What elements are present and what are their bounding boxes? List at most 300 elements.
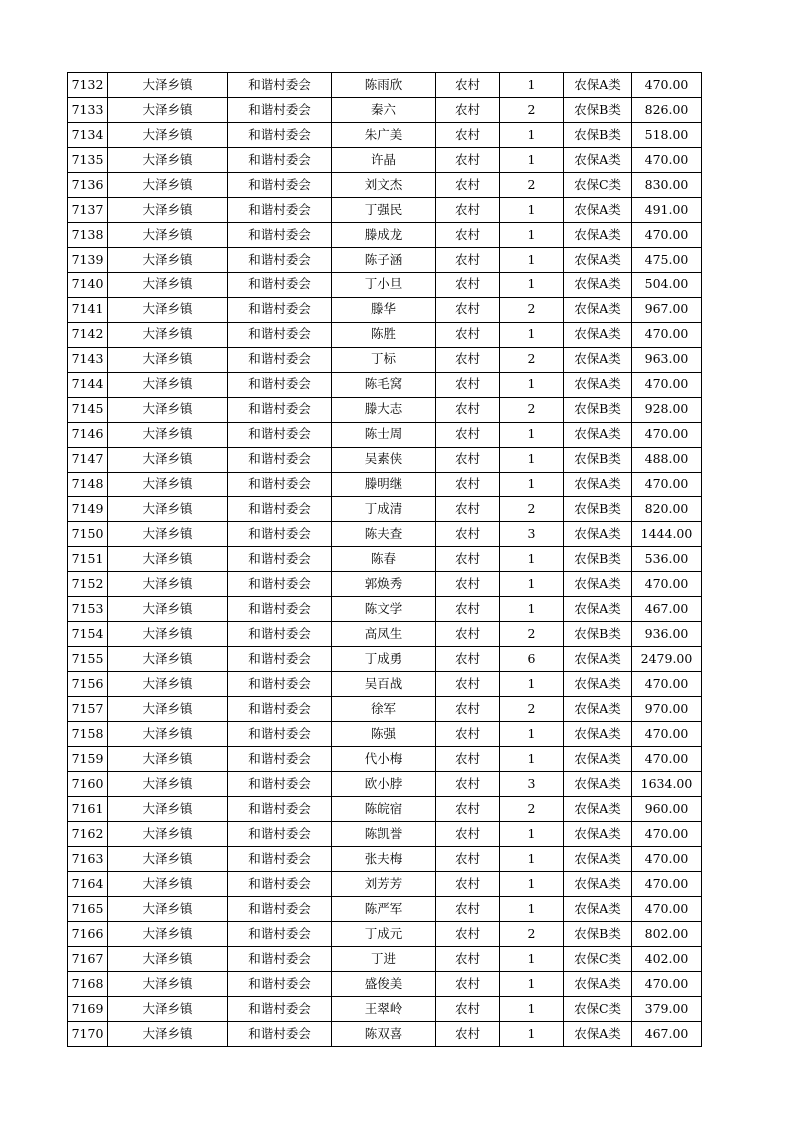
area-type-cell: 农村 xyxy=(436,772,500,797)
category-cell: 农保A类 xyxy=(564,722,632,747)
name-cell: 高凤生 xyxy=(332,622,436,647)
area-type-cell: 农村 xyxy=(436,297,500,322)
household-size-cell: 1 xyxy=(500,971,564,996)
serial-cell: 7159 xyxy=(68,747,108,772)
amount-cell: 467.00 xyxy=(632,1021,702,1046)
category-cell: 农保C类 xyxy=(564,946,632,971)
committee-cell: 和谐村委会 xyxy=(228,547,332,572)
committee-cell: 和谐村委会 xyxy=(228,672,332,697)
township-cell: 大泽乡镇 xyxy=(108,597,228,622)
table-row xyxy=(68,847,702,872)
township-cell: 大泽乡镇 xyxy=(108,322,228,347)
committee-cell: 和谐村委会 xyxy=(228,122,332,147)
area-type-cell: 农村 xyxy=(436,921,500,946)
amount-cell: 475.00 xyxy=(632,247,702,272)
name-cell: 陈强 xyxy=(332,722,436,747)
name-cell: 陈毛窝 xyxy=(332,372,436,397)
township-cell: 大泽乡镇 xyxy=(108,921,228,946)
table-row xyxy=(68,222,702,247)
township-cell: 大泽乡镇 xyxy=(108,522,228,547)
amount-cell: 470.00 xyxy=(632,73,702,98)
committee-cell: 和谐村委会 xyxy=(228,597,332,622)
household-size-cell: 1 xyxy=(500,73,564,98)
household-size-cell: 2 xyxy=(500,172,564,197)
amount-cell: 970.00 xyxy=(632,697,702,722)
table-row xyxy=(68,872,702,897)
category-cell: 农保B类 xyxy=(564,622,632,647)
name-cell: 丁成勇 xyxy=(332,647,436,672)
area-type-cell: 农村 xyxy=(436,372,500,397)
category-cell: 农保A类 xyxy=(564,147,632,172)
category-cell: 农保A类 xyxy=(564,672,632,697)
name-cell: 丁成清 xyxy=(332,497,436,522)
area-type-cell: 农村 xyxy=(436,347,500,372)
committee-cell: 和谐村委会 xyxy=(228,397,332,422)
committee-cell: 和谐村委会 xyxy=(228,872,332,897)
serial-cell: 7148 xyxy=(68,472,108,497)
serial-cell: 7142 xyxy=(68,322,108,347)
amount-cell: 820.00 xyxy=(632,497,702,522)
area-type-cell: 农村 xyxy=(436,747,500,772)
serial-cell: 7169 xyxy=(68,996,108,1021)
area-type-cell: 农村 xyxy=(436,322,500,347)
household-size-cell: 1 xyxy=(500,222,564,247)
amount-cell: 470.00 xyxy=(632,222,702,247)
name-cell: 陈夫查 xyxy=(332,522,436,547)
amount-cell: 470.00 xyxy=(632,322,702,347)
name-cell: 欧小脖 xyxy=(332,772,436,797)
township-cell: 大泽乡镇 xyxy=(108,872,228,897)
name-cell: 刘芳芳 xyxy=(332,872,436,897)
household-size-cell: 3 xyxy=(500,772,564,797)
amount-cell: 470.00 xyxy=(632,822,702,847)
table-row xyxy=(68,1021,702,1046)
amount-cell: 802.00 xyxy=(632,921,702,946)
area-type-cell: 农村 xyxy=(436,722,500,747)
committee-cell: 和谐村委会 xyxy=(228,697,332,722)
category-cell: 农保A类 xyxy=(564,772,632,797)
area-type-cell: 农村 xyxy=(436,946,500,971)
township-cell: 大泽乡镇 xyxy=(108,747,228,772)
category-cell: 农保B类 xyxy=(564,921,632,946)
committee-cell: 和谐村委会 xyxy=(228,347,332,372)
serial-cell: 7155 xyxy=(68,647,108,672)
table-row xyxy=(68,322,702,347)
township-cell: 大泽乡镇 xyxy=(108,147,228,172)
table-row xyxy=(68,247,702,272)
committee-cell: 和谐村委会 xyxy=(228,1021,332,1046)
household-size-cell: 1 xyxy=(500,597,564,622)
category-cell: 农保B类 xyxy=(564,497,632,522)
area-type-cell: 农村 xyxy=(436,847,500,872)
township-cell: 大泽乡镇 xyxy=(108,1021,228,1046)
category-cell: 农保A类 xyxy=(564,73,632,98)
serial-cell: 7156 xyxy=(68,672,108,697)
committee-cell: 和谐村委会 xyxy=(228,747,332,772)
name-cell: 丁标 xyxy=(332,347,436,372)
household-size-cell: 2 xyxy=(500,97,564,122)
household-size-cell: 2 xyxy=(500,797,564,822)
serial-cell: 7170 xyxy=(68,1021,108,1046)
amount-cell: 928.00 xyxy=(632,397,702,422)
committee-cell: 和谐村委会 xyxy=(228,622,332,647)
serial-cell: 7168 xyxy=(68,971,108,996)
serial-cell: 7147 xyxy=(68,447,108,472)
name-cell: 陈士周 xyxy=(332,422,436,447)
household-size-cell: 1 xyxy=(500,747,564,772)
serial-cell: 7164 xyxy=(68,872,108,897)
household-size-cell: 6 xyxy=(500,647,564,672)
area-type-cell: 农村 xyxy=(436,422,500,447)
township-cell: 大泽乡镇 xyxy=(108,73,228,98)
area-type-cell: 农村 xyxy=(436,1021,500,1046)
amount-cell: 470.00 xyxy=(632,572,702,597)
township-cell: 大泽乡镇 xyxy=(108,572,228,597)
serial-cell: 7163 xyxy=(68,847,108,872)
township-cell: 大泽乡镇 xyxy=(108,347,228,372)
township-cell: 大泽乡镇 xyxy=(108,222,228,247)
household-size-cell: 1 xyxy=(500,822,564,847)
category-cell: 农保A类 xyxy=(564,472,632,497)
township-cell: 大泽乡镇 xyxy=(108,397,228,422)
township-cell: 大泽乡镇 xyxy=(108,122,228,147)
committee-cell: 和谐村委会 xyxy=(228,647,332,672)
household-size-cell: 1 xyxy=(500,896,564,921)
amount-cell: 1634.00 xyxy=(632,772,702,797)
category-cell: 农保A类 xyxy=(564,697,632,722)
serial-cell: 7167 xyxy=(68,946,108,971)
name-cell: 丁小旦 xyxy=(332,272,436,297)
name-cell: 代小梅 xyxy=(332,747,436,772)
table-row xyxy=(68,722,702,747)
area-type-cell: 农村 xyxy=(436,73,500,98)
table-row xyxy=(68,896,702,921)
category-cell: 农保A类 xyxy=(564,222,632,247)
serial-cell: 7139 xyxy=(68,247,108,272)
category-cell: 农保B类 xyxy=(564,397,632,422)
area-type-cell: 农村 xyxy=(436,872,500,897)
committee-cell: 和谐村委会 xyxy=(228,422,332,447)
name-cell: 滕成龙 xyxy=(332,222,436,247)
household-size-cell: 2 xyxy=(500,497,564,522)
township-cell: 大泽乡镇 xyxy=(108,822,228,847)
table-row xyxy=(68,672,702,697)
household-size-cell: 1 xyxy=(500,247,564,272)
amount-cell: 470.00 xyxy=(632,472,702,497)
category-cell: 农保A类 xyxy=(564,971,632,996)
township-cell: 大泽乡镇 xyxy=(108,847,228,872)
committee-cell: 和谐村委会 xyxy=(228,97,332,122)
committee-cell: 和谐村委会 xyxy=(228,946,332,971)
amount-cell: 826.00 xyxy=(632,97,702,122)
category-cell: 农保A类 xyxy=(564,847,632,872)
area-type-cell: 农村 xyxy=(436,447,500,472)
township-cell: 大泽乡镇 xyxy=(108,722,228,747)
township-cell: 大泽乡镇 xyxy=(108,772,228,797)
category-cell: 农保C类 xyxy=(564,996,632,1021)
serial-cell: 7162 xyxy=(68,822,108,847)
amount-cell: 2479.00 xyxy=(632,647,702,672)
serial-cell: 7143 xyxy=(68,347,108,372)
township-cell: 大泽乡镇 xyxy=(108,797,228,822)
area-type-cell: 农村 xyxy=(436,622,500,647)
committee-cell: 和谐村委会 xyxy=(228,472,332,497)
table-row xyxy=(68,397,702,422)
serial-cell: 7153 xyxy=(68,597,108,622)
table-row xyxy=(68,172,702,197)
category-cell: 农保A类 xyxy=(564,797,632,822)
area-type-cell: 农村 xyxy=(436,397,500,422)
township-cell: 大泽乡镇 xyxy=(108,472,228,497)
amount-cell: 491.00 xyxy=(632,197,702,222)
table-row xyxy=(68,272,702,297)
category-cell: 农保A类 xyxy=(564,372,632,397)
committee-cell: 和谐村委会 xyxy=(228,447,332,472)
table-row xyxy=(68,597,702,622)
category-cell: 农保A类 xyxy=(564,297,632,322)
committee-cell: 和谐村委会 xyxy=(228,722,332,747)
township-cell: 大泽乡镇 xyxy=(108,672,228,697)
household-size-cell: 1 xyxy=(500,122,564,147)
category-cell: 农保A类 xyxy=(564,896,632,921)
name-cell: 秦六 xyxy=(332,97,436,122)
amount-cell: 470.00 xyxy=(632,896,702,921)
committee-cell: 和谐村委会 xyxy=(228,896,332,921)
household-size-cell: 3 xyxy=(500,522,564,547)
table-row xyxy=(68,347,702,372)
township-cell: 大泽乡镇 xyxy=(108,497,228,522)
township-cell: 大泽乡镇 xyxy=(108,896,228,921)
name-cell: 滕大志 xyxy=(332,397,436,422)
area-type-cell: 农村 xyxy=(436,272,500,297)
area-type-cell: 农村 xyxy=(436,197,500,222)
household-size-cell: 1 xyxy=(500,672,564,697)
serial-cell: 7133 xyxy=(68,97,108,122)
serial-cell: 7146 xyxy=(68,422,108,447)
name-cell: 丁进 xyxy=(332,946,436,971)
township-cell: 大泽乡镇 xyxy=(108,447,228,472)
serial-cell: 7144 xyxy=(68,372,108,397)
amount-cell: 960.00 xyxy=(632,797,702,822)
area-type-cell: 农村 xyxy=(436,172,500,197)
township-cell: 大泽乡镇 xyxy=(108,996,228,1021)
serial-cell: 7161 xyxy=(68,797,108,822)
amount-cell: 470.00 xyxy=(632,422,702,447)
name-cell: 陈文学 xyxy=(332,597,436,622)
table-row xyxy=(68,472,702,497)
amount-cell: 518.00 xyxy=(632,122,702,147)
area-type-cell: 农村 xyxy=(436,522,500,547)
name-cell: 吴素侠 xyxy=(332,447,436,472)
name-cell: 丁成元 xyxy=(332,921,436,946)
area-type-cell: 农村 xyxy=(436,147,500,172)
serial-cell: 7138 xyxy=(68,222,108,247)
category-cell: 农保A类 xyxy=(564,647,632,672)
name-cell: 陈严军 xyxy=(332,896,436,921)
serial-cell: 7151 xyxy=(68,547,108,572)
category-cell: 农保A类 xyxy=(564,522,632,547)
name-cell: 许晶 xyxy=(332,147,436,172)
amount-cell: 467.00 xyxy=(632,597,702,622)
name-cell: 陈凯誉 xyxy=(332,822,436,847)
serial-cell: 7166 xyxy=(68,921,108,946)
serial-cell: 7160 xyxy=(68,772,108,797)
area-type-cell: 农村 xyxy=(436,497,500,522)
area-type-cell: 农村 xyxy=(436,697,500,722)
household-size-cell: 1 xyxy=(500,447,564,472)
township-cell: 大泽乡镇 xyxy=(108,697,228,722)
category-cell: 农保A类 xyxy=(564,597,632,622)
household-size-cell: 1 xyxy=(500,272,564,297)
township-cell: 大泽乡镇 xyxy=(108,297,228,322)
name-cell: 陈双喜 xyxy=(332,1021,436,1046)
committee-cell: 和谐村委会 xyxy=(228,921,332,946)
household-size-cell: 1 xyxy=(500,547,564,572)
committee-cell: 和谐村委会 xyxy=(228,322,332,347)
table-row xyxy=(68,921,702,946)
amount-cell: 379.00 xyxy=(632,996,702,1021)
committee-cell: 和谐村委会 xyxy=(228,297,332,322)
amount-cell: 504.00 xyxy=(632,272,702,297)
table-row xyxy=(68,572,702,597)
committee-cell: 和谐村委会 xyxy=(228,847,332,872)
table-row xyxy=(68,197,702,222)
committee-cell: 和谐村委会 xyxy=(228,147,332,172)
name-cell: 滕华 xyxy=(332,297,436,322)
category-cell: 农保B类 xyxy=(564,122,632,147)
township-cell: 大泽乡镇 xyxy=(108,946,228,971)
household-size-cell: 1 xyxy=(500,572,564,597)
table-row xyxy=(68,547,702,572)
category-cell: 农保A类 xyxy=(564,422,632,447)
area-type-cell: 农村 xyxy=(436,822,500,847)
category-cell: 农保A类 xyxy=(564,247,632,272)
household-size-cell: 1 xyxy=(500,422,564,447)
amount-cell: 470.00 xyxy=(632,722,702,747)
table-row xyxy=(68,772,702,797)
household-size-cell: 2 xyxy=(500,622,564,647)
table-row xyxy=(68,122,702,147)
serial-cell: 7137 xyxy=(68,197,108,222)
amount-cell: 470.00 xyxy=(632,747,702,772)
name-cell: 盛俊美 xyxy=(332,971,436,996)
area-type-cell: 农村 xyxy=(436,597,500,622)
amount-cell: 470.00 xyxy=(632,147,702,172)
committee-cell: 和谐村委会 xyxy=(228,222,332,247)
serial-cell: 7132 xyxy=(68,73,108,98)
serial-cell: 7136 xyxy=(68,172,108,197)
area-type-cell: 农村 xyxy=(436,97,500,122)
amount-cell: 470.00 xyxy=(632,872,702,897)
table-row xyxy=(68,297,702,322)
serial-cell: 7150 xyxy=(68,522,108,547)
table-row xyxy=(68,73,702,98)
household-size-cell: 1 xyxy=(500,1021,564,1046)
committee-cell: 和谐村委会 xyxy=(228,272,332,297)
category-cell: 农保A类 xyxy=(564,272,632,297)
table-row xyxy=(68,447,702,472)
table-row xyxy=(68,622,702,647)
amount-cell: 967.00 xyxy=(632,297,702,322)
area-type-cell: 农村 xyxy=(436,472,500,497)
township-cell: 大泽乡镇 xyxy=(108,197,228,222)
committee-cell: 和谐村委会 xyxy=(228,522,332,547)
name-cell: 刘文杰 xyxy=(332,172,436,197)
amount-cell: 402.00 xyxy=(632,946,702,971)
serial-cell: 7158 xyxy=(68,722,108,747)
township-cell: 大泽乡镇 xyxy=(108,647,228,672)
household-size-cell: 1 xyxy=(500,847,564,872)
name-cell: 王翠岭 xyxy=(332,996,436,1021)
township-cell: 大泽乡镇 xyxy=(108,247,228,272)
category-cell: 农保A类 xyxy=(564,872,632,897)
amount-cell: 470.00 xyxy=(632,372,702,397)
table-row xyxy=(68,497,702,522)
table-row xyxy=(68,647,702,672)
serial-cell: 7135 xyxy=(68,147,108,172)
household-size-cell: 1 xyxy=(500,147,564,172)
area-type-cell: 农村 xyxy=(436,996,500,1021)
category-cell: 农保B类 xyxy=(564,97,632,122)
amount-cell: 963.00 xyxy=(632,347,702,372)
category-cell: 农保B类 xyxy=(564,547,632,572)
household-size-cell: 1 xyxy=(500,472,564,497)
household-size-cell: 2 xyxy=(500,347,564,372)
committee-cell: 和谐村委会 xyxy=(228,996,332,1021)
township-cell: 大泽乡镇 xyxy=(108,622,228,647)
township-cell: 大泽乡镇 xyxy=(108,172,228,197)
committee-cell: 和谐村委会 xyxy=(228,497,332,522)
area-type-cell: 农村 xyxy=(436,971,500,996)
serial-cell: 7154 xyxy=(68,622,108,647)
name-cell: 陈春 xyxy=(332,547,436,572)
name-cell: 滕明继 xyxy=(332,472,436,497)
area-type-cell: 农村 xyxy=(436,222,500,247)
category-cell: 农保C类 xyxy=(564,172,632,197)
committee-cell: 和谐村委会 xyxy=(228,572,332,597)
name-cell: 吴百战 xyxy=(332,672,436,697)
township-cell: 大泽乡镇 xyxy=(108,422,228,447)
committee-cell: 和谐村委会 xyxy=(228,372,332,397)
serial-cell: 7149 xyxy=(68,497,108,522)
area-type-cell: 农村 xyxy=(436,122,500,147)
table-row xyxy=(68,97,702,122)
category-cell: 农保A类 xyxy=(564,322,632,347)
committee-cell: 和谐村委会 xyxy=(228,73,332,98)
committee-cell: 和谐村委会 xyxy=(228,971,332,996)
serial-cell: 7141 xyxy=(68,297,108,322)
name-cell: 陈胜 xyxy=(332,322,436,347)
table-row xyxy=(68,996,702,1021)
household-size-cell: 2 xyxy=(500,697,564,722)
area-type-cell: 农村 xyxy=(436,896,500,921)
amount-cell: 470.00 xyxy=(632,847,702,872)
table-row xyxy=(68,747,702,772)
household-size-cell: 1 xyxy=(500,197,564,222)
table-row xyxy=(68,422,702,447)
amount-cell: 936.00 xyxy=(632,622,702,647)
category-cell: 农保A类 xyxy=(564,822,632,847)
township-cell: 大泽乡镇 xyxy=(108,547,228,572)
name-cell: 陈皖宿 xyxy=(332,797,436,822)
table-row xyxy=(68,971,702,996)
amount-cell: 830.00 xyxy=(632,172,702,197)
table-row xyxy=(68,147,702,172)
table-row xyxy=(68,697,702,722)
township-cell: 大泽乡镇 xyxy=(108,971,228,996)
household-size-cell: 1 xyxy=(500,996,564,1021)
household-size-cell: 1 xyxy=(500,372,564,397)
